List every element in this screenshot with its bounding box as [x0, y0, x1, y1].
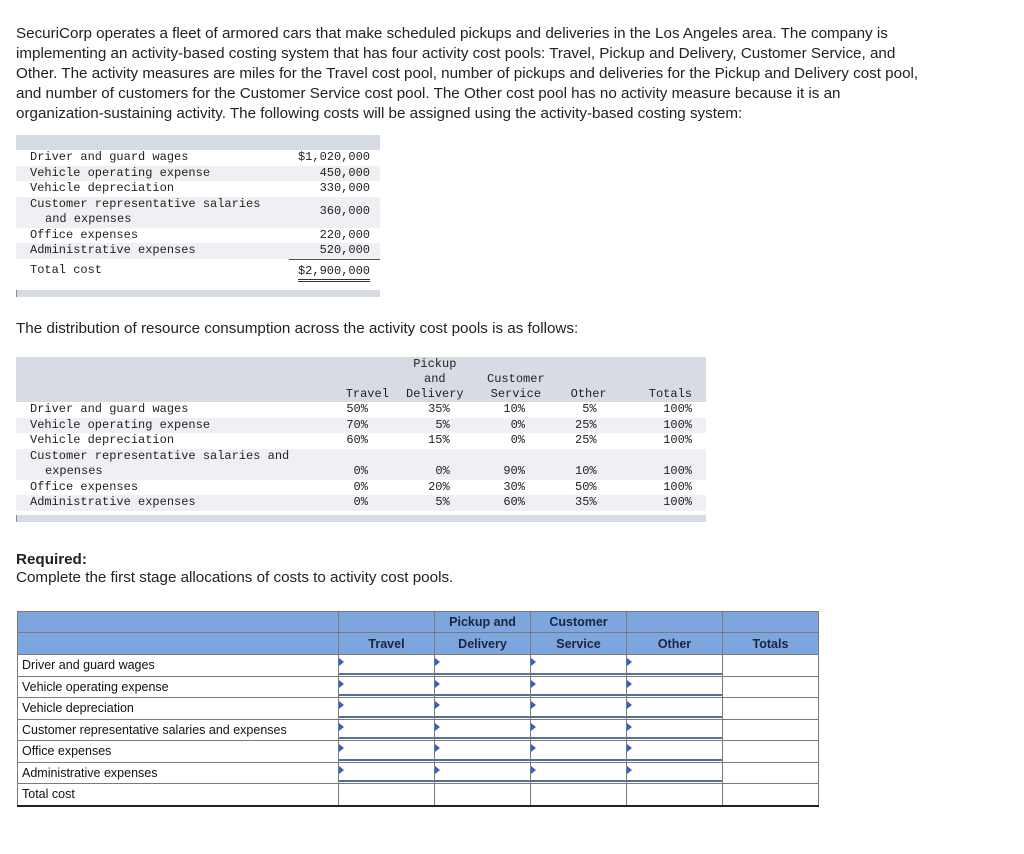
allocation-input-pickup[interactable] — [435, 677, 530, 696]
input-marker-icon — [435, 680, 440, 688]
input-marker-icon — [627, 744, 632, 752]
allocation-input-travel[interactable] — [339, 742, 434, 761]
dist-totals: 100% — [629, 464, 706, 480]
header-pickup-l2: and — [393, 372, 477, 387]
answer-cell-travel — [339, 762, 435, 784]
input-marker-icon — [627, 701, 632, 709]
input-marker-icon — [435, 723, 440, 731]
answer-cell-other — [627, 784, 723, 806]
answer-cell-pickup — [435, 719, 531, 741]
dist-customer: 90% — [477, 464, 555, 480]
allocation-input-customer[interactable] — [531, 742, 626, 761]
allocation-input-other[interactable] — [627, 699, 722, 718]
input-marker-icon — [339, 766, 344, 774]
allocation-input-other[interactable] — [627, 742, 722, 761]
cost-amount: $1,020,000 — [297, 150, 370, 164]
allocation-input-customer[interactable] — [531, 677, 626, 696]
allocation-input-totals[interactable] — [723, 785, 818, 804]
allocation-input-travel[interactable] — [339, 699, 434, 718]
dist-other: 5% — [582, 402, 597, 416]
col-pickup-line2: Delivery — [435, 633, 531, 655]
input-marker-icon — [339, 680, 344, 688]
allocation-input-totals[interactable] — [723, 763, 818, 782]
answer-cell-other — [627, 741, 723, 763]
required-text: Complete the first stage allocations of costs to activity cost pools. — [16, 569, 454, 586]
allocation-input-totals[interactable] — [723, 656, 818, 675]
answer-cell-customer — [531, 698, 627, 720]
input-marker-icon — [531, 680, 536, 688]
total-cost-amount — [289, 259, 380, 282]
header-customer-l1: Customer — [477, 372, 555, 387]
required-section — [16, 551, 453, 587]
allocation-input-travel[interactable] — [339, 677, 434, 696]
distribution-intro: The distribution of resource consumption across the activity cost pools is as follows: — [16, 320, 579, 337]
allocation-input-pickup[interactable] — [435, 763, 530, 782]
dist-totals: 100% — [663, 402, 692, 416]
answer-row — [18, 698, 819, 720]
answer-cell-pickup — [435, 655, 531, 677]
allocation-input-pickup[interactable] — [435, 699, 530, 718]
cost-label-line2: and expenses — [45, 212, 132, 226]
allocation-input-other[interactable] — [627, 785, 722, 804]
answer-row-label: Driver and guard wages — [18, 655, 339, 677]
allocation-input-customer[interactable] — [531, 720, 626, 739]
input-marker-icon — [627, 680, 632, 688]
dist-label: Vehicle operating expense — [16, 418, 306, 434]
answer-row-label: Office expenses — [18, 741, 339, 763]
total-cost-value: $2,900,000 — [298, 264, 370, 282]
dist-other: 25% — [555, 418, 629, 434]
dist-customer: 60% — [477, 495, 555, 511]
col-customer-line2: Service — [531, 633, 627, 655]
input-marker-icon — [627, 723, 632, 731]
dist-travel: 0% — [306, 495, 393, 511]
dist-label: Customer representative salaries and — [16, 449, 306, 465]
input-marker-icon — [531, 701, 536, 709]
input-marker-icon — [531, 766, 536, 774]
answer-cell-customer — [531, 762, 627, 784]
input-marker-icon — [435, 658, 440, 666]
answer-cell-travel — [339, 676, 435, 698]
answer-row — [18, 719, 819, 741]
total-cost-label: Total cost — [30, 263, 103, 277]
answer-row-label: Vehicle operating expense — [18, 676, 339, 698]
allocation-input-other[interactable] — [627, 656, 722, 675]
header-pickup-l1: Pickup — [393, 357, 477, 372]
answer-cell-pickup — [435, 698, 531, 720]
answer-row — [18, 741, 819, 763]
allocation-input-pickup[interactable] — [435, 720, 530, 739]
allocation-input-pickup[interactable] — [435, 742, 530, 761]
dist-label: Driver and guard wages — [30, 402, 189, 416]
cost-amount: 330,000 — [319, 181, 370, 195]
answer-row — [18, 655, 819, 677]
cost-label: Vehicle operating expense — [16, 166, 289, 182]
col-totals: Totals — [723, 633, 819, 655]
col-pickup-line1: Pickup and — [435, 612, 531, 633]
answer-cell-totals — [723, 676, 819, 698]
input-marker-icon — [435, 766, 440, 774]
cost-amount: 220,000 — [319, 227, 370, 242]
allocation-input-travel[interactable] — [339, 763, 434, 782]
answer-row-label: Vehicle depreciation — [18, 698, 339, 720]
answer-cell-travel — [339, 655, 435, 677]
input-marker-icon — [435, 744, 440, 752]
answer-cell-pickup — [435, 762, 531, 784]
dist-customer: 30% — [503, 479, 525, 494]
answer-cell-travel — [339, 698, 435, 720]
input-marker-icon — [531, 723, 536, 731]
input-marker-icon — [627, 766, 632, 774]
allocation-input-other[interactable] — [627, 677, 722, 696]
header-travel: Travel — [306, 387, 393, 402]
dist-travel: 0% — [306, 464, 393, 480]
answer-cell-pickup — [435, 741, 531, 763]
answer-cell-pickup — [435, 784, 531, 806]
answer-cell-customer — [531, 719, 627, 741]
answer-cell-totals — [723, 784, 819, 806]
allocation-input-totals[interactable] — [723, 742, 818, 761]
answer-cell-other — [627, 655, 723, 677]
allocation-input-customer[interactable] — [531, 656, 626, 675]
dist-other: 10% — [555, 464, 629, 480]
answer-cell-other — [627, 719, 723, 741]
allocation-input-totals[interactable] — [723, 699, 818, 718]
answer-cell-travel — [339, 784, 435, 806]
col-customer-line1: Customer — [531, 612, 627, 633]
answer-cell-customer — [531, 784, 627, 806]
required-heading: Required: — [16, 551, 87, 568]
cost-label — [16, 197, 289, 228]
answer-cell-customer — [531, 676, 627, 698]
answer-cell-other — [627, 698, 723, 720]
dist-pickup: 35% — [428, 402, 450, 416]
dist-label-line2: expenses — [45, 464, 103, 478]
dist-pickup: 20% — [428, 479, 450, 494]
input-marker-icon — [339, 658, 344, 666]
dist-totals: 100% — [629, 495, 706, 511]
dist-pickup: 0% — [393, 464, 477, 480]
cost-amount: 450,000 — [289, 166, 380, 182]
allocation-input-other[interactable] — [627, 763, 722, 782]
dist-travel: 60% — [346, 433, 368, 447]
dist-other: 25% — [575, 433, 597, 447]
dist-customer: 10% — [503, 402, 525, 416]
answer-row-label: Customer representative salaries and expenses — [18, 719, 339, 741]
col-travel: Travel — [339, 633, 435, 655]
dist-pickup: 5% — [393, 418, 477, 434]
total-cost-row — [18, 784, 819, 806]
distribution-table — [16, 357, 706, 522]
answer-cell-totals — [723, 762, 819, 784]
cost-amount: 520,000 — [289, 243, 380, 259]
cost-label-line1: Customer representative salaries — [30, 196, 261, 211]
answer-cell-totals — [723, 719, 819, 741]
dist-label: Vehicle depreciation — [30, 433, 175, 447]
answer-cell-totals — [723, 741, 819, 763]
dist-label: Office expenses — [30, 479, 139, 494]
allocation-input-totals[interactable] — [723, 720, 818, 739]
header-customer-l2: Service — [477, 387, 555, 402]
cost-label: Driver and guard wages — [30, 150, 189, 164]
input-marker-icon — [339, 744, 344, 752]
dist-pickup: 15% — [428, 433, 450, 447]
col-other: Other — [627, 633, 723, 655]
dist-other: 35% — [555, 495, 629, 511]
allocation-input-customer[interactable] — [531, 785, 626, 804]
input-marker-icon — [339, 723, 344, 731]
allocation-input-travel[interactable] — [339, 656, 434, 675]
header-other: Other — [555, 387, 629, 402]
answer-cell-totals — [723, 655, 819, 677]
dist-label: Administrative expenses — [16, 495, 306, 511]
allocation-input-customer[interactable] — [531, 699, 626, 718]
dist-travel: 70% — [306, 418, 393, 434]
input-marker-icon — [339, 701, 344, 709]
distribution-table-footer — [16, 515, 706, 522]
answer-cell-other — [627, 762, 723, 784]
cost-table-footer — [16, 290, 380, 297]
answer-cell-travel — [339, 719, 435, 741]
allocation-input-other[interactable] — [627, 720, 722, 739]
answer-cell-travel — [339, 741, 435, 763]
answer-row-label: Administrative expenses — [18, 762, 339, 784]
input-marker-icon — [531, 744, 536, 752]
dist-other: 50% — [575, 479, 597, 494]
header-pickup-l3: Delivery — [393, 387, 477, 402]
allocation-input-travel[interactable] — [339, 785, 434, 804]
answer-cell-pickup — [435, 676, 531, 698]
answer-row — [18, 676, 819, 698]
input-marker-icon — [627, 658, 632, 666]
dist-totals: 100% — [663, 479, 692, 494]
cost-table — [16, 135, 380, 297]
allocation-input-pickup[interactable] — [435, 785, 530, 804]
answer-cell-other — [627, 676, 723, 698]
dist-customer: 0% — [477, 418, 555, 434]
dist-totals: 100% — [629, 418, 706, 434]
cost-amount: 360,000 — [289, 197, 380, 228]
answer-row-label: Total cost — [18, 784, 339, 806]
cost-label: Administrative expenses — [16, 243, 289, 259]
cost-label: Vehicle depreciation — [30, 181, 175, 195]
input-marker-icon — [435, 701, 440, 709]
dist-customer: 0% — [510, 433, 525, 447]
allocation-answer-table — [17, 611, 819, 807]
allocation-input-customer[interactable] — [531, 763, 626, 782]
answer-cell-totals — [723, 698, 819, 720]
header-totals: Totals — [629, 387, 706, 402]
allocation-input-travel[interactable] — [339, 720, 434, 739]
dist-pickup: 5% — [393, 495, 477, 511]
answer-cell-customer — [531, 655, 627, 677]
dist-label-cont — [16, 464, 306, 480]
input-marker-icon — [531, 658, 536, 666]
dist-totals: 100% — [663, 433, 692, 447]
dist-travel: 0% — [353, 479, 368, 494]
cost-table-header — [16, 135, 380, 150]
allocation-input-totals[interactable] — [723, 677, 818, 696]
cost-label: Office expenses — [30, 227, 139, 242]
allocation-input-pickup[interactable] — [435, 656, 530, 675]
answer-row — [18, 762, 819, 784]
problem-intro: SecuriCorp operates a fleet of armored cars that make scheduled pickups and deliveries in the Los Angeles area. The company is implementing an activity-based costing system that has four activity cost pools: Travel, Pickup and Delivery, Customer Service, and Other. The activity measures are miles for the Travel cost pool, number of pickups and deliveries for the Pickup and Delivery cost pool, and number of customers for the Customer Service cost pool. The Other cost pool has no activity measure because it is an organization-sustaining activity. The following costs will be assigned using the activity-based costing system: — [16, 25, 919, 122]
answer-cell-customer — [531, 741, 627, 763]
dist-travel: 50% — [346, 402, 368, 416]
